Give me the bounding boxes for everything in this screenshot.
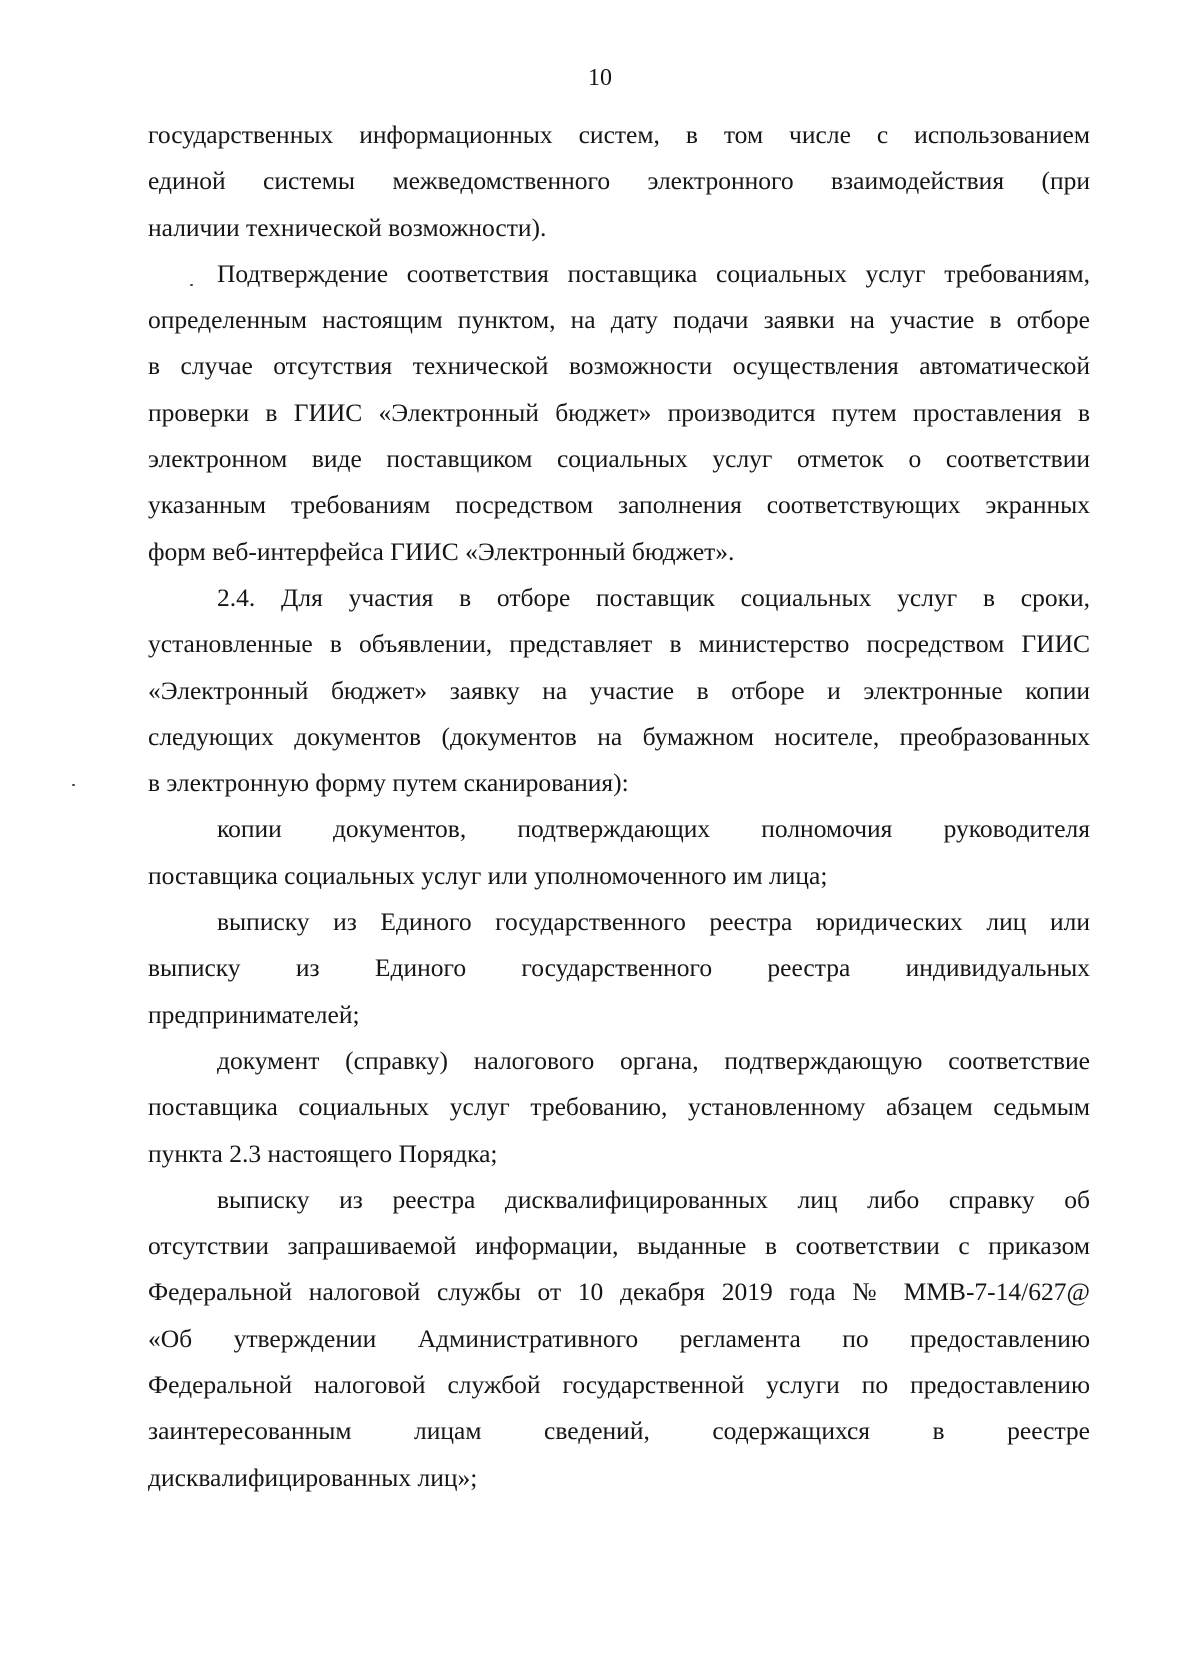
text-line: определенным настоящим пунктом, на дату подачи заявки на участие в отборе: [148, 305, 1090, 335]
text-line: предпринимателей;: [148, 999, 360, 1029]
text-line: Федеральной налоговой службы от 10 декабря 2019 года № ММВ-7-14/627@: [148, 1277, 1090, 1307]
scan-speck: [72, 784, 75, 786]
text-line: форм веб-интерфейса ГИИС «Электронный бюджет».: [148, 536, 735, 566]
text-line: в электронную форму путем сканирования):: [148, 768, 629, 798]
paragraph-section-2-4: [148, 575, 1090, 806]
paragraph-list-item: [148, 806, 1090, 899]
text-line: «Об утверждении Административного регламента по предоставлению: [148, 1323, 1090, 1353]
paragraph-list-item: [148, 1177, 1090, 1501]
text-line: заинтересованным лицам сведений, содержащихся в реестре: [148, 1416, 1090, 1446]
text-line: поставщика социальных услуг или уполномоченного им лица;: [148, 860, 828, 890]
text-line: Федеральной налоговой службой государственной услуги по предоставлению: [148, 1370, 1090, 1400]
paragraph-continuation: [148, 112, 1090, 251]
text-line: поставщика социальных услуг требованию, установленному абзацем седьмым: [148, 1092, 1090, 1122]
text-line: дисквалифицированных лиц»;: [148, 1462, 478, 1492]
text-line: выписку из Единого государственного реестра юридических лиц или: [217, 907, 1090, 937]
text-line: выписку из реестра дисквалифицированных лиц либо справку об: [217, 1184, 1090, 1214]
text-line: «Электронный бюджет» заявку на участие в отборе и электронные копии: [148, 675, 1090, 705]
text-line: следующих документов (документов на бумажном носителе, преобразованных: [148, 721, 1090, 751]
text-line: единой системы межведомственного электронного взаимодействия (при: [148, 166, 1090, 196]
text-line: государственных информационных систем, в том числе с использованием: [148, 120, 1090, 149]
paragraph-confirmation: [148, 251, 1090, 575]
paragraph-list-item: [148, 1038, 1090, 1177]
text-line: отсутствии запрашиваемой информации, выданные в соответствии с приказом: [148, 1231, 1090, 1261]
page-number: 10: [588, 65, 612, 91]
document-body: [148, 112, 1090, 1501]
text-line: документ (справку) налогового органа, подтверждающую соответствие: [217, 1045, 1090, 1075]
text-line: указанным требованиям посредством заполнения соответствующих экранных: [148, 490, 1090, 520]
text-line: пункта 2.3 настоящего Порядка;: [148, 1138, 498, 1168]
text-line: копии документов, подтверждающих полномочия руководителя: [217, 814, 1090, 844]
text-line: электронном виде поставщиком социальных услуг отметок о соответствии: [148, 444, 1090, 474]
paragraph-list-item: [148, 899, 1090, 1038]
scan-speck: [190, 284, 193, 286]
text-line: 2.4. Для участия в отборе поставщик социальных услуг в сроки,: [217, 582, 1090, 612]
text-line: Подтверждение соответствия поставщика социальных услуг требованиям,: [217, 258, 1090, 288]
text-line: наличии технической возможности).: [148, 212, 547, 242]
text-line: установленные в объявлении, представляет в министерство посредством ГИИС: [148, 629, 1090, 659]
text-line: в случае отсутствия технической возможности осуществления автоматической: [148, 351, 1090, 381]
text-line: проверки в ГИИС «Электронный бюджет» производится путем проставления в: [148, 397, 1090, 427]
text-line: выписку из Единого государственного реестра индивидуальных: [148, 953, 1090, 983]
